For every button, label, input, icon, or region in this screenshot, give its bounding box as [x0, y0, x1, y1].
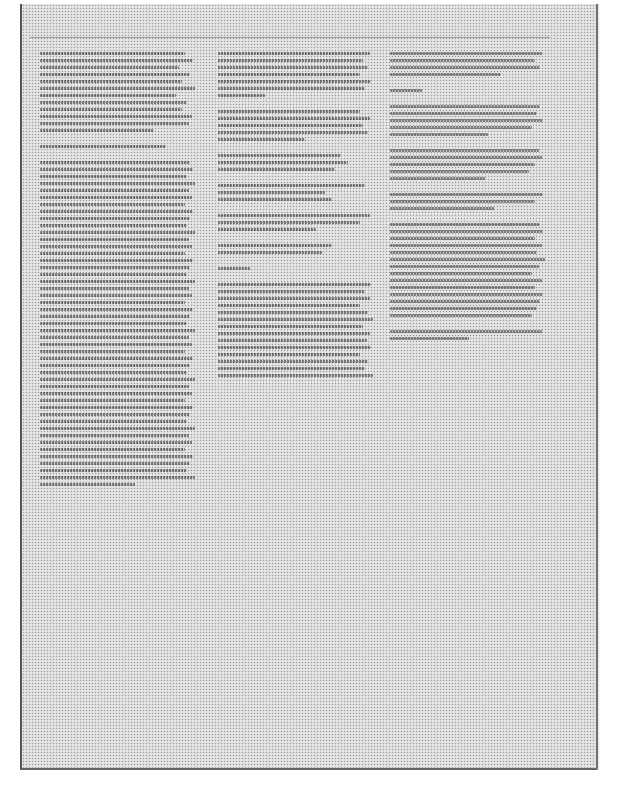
illegible-text-line	[390, 237, 535, 240]
illegible-text-line	[40, 182, 195, 185]
illegible-text-line	[218, 94, 265, 97]
illegible-text-line	[40, 420, 187, 423]
paragraph-gap	[390, 80, 548, 89]
illegible-text-line	[218, 117, 370, 120]
illegible-text-line	[218, 244, 332, 247]
illegible-text-line	[218, 360, 368, 363]
illegible-text-line	[40, 378, 195, 381]
illegible-text-line	[218, 283, 371, 286]
illegible-text-line	[40, 399, 185, 402]
running-head	[30, 23, 550, 35]
illegible-text-line	[40, 161, 190, 164]
illegible-text-line	[40, 455, 193, 458]
illegible-text-line	[40, 129, 154, 132]
illegible-text-line	[40, 357, 193, 360]
illegible-text-line	[390, 52, 542, 55]
illegible-text-line	[390, 66, 540, 69]
illegible-text-line	[390, 200, 535, 203]
illegible-text-line	[40, 122, 189, 125]
illegible-text-line	[218, 138, 305, 141]
illegible-text-line	[40, 448, 185, 451]
illegible-text-line	[218, 251, 322, 254]
illegible-text-line	[390, 59, 535, 62]
illegible-text-line	[40, 80, 182, 83]
paragraph-gap	[390, 140, 548, 149]
illegible-text-line	[390, 265, 539, 268]
illegible-text-line	[40, 87, 195, 90]
illegible-text-line	[218, 161, 348, 164]
illegible-text-line	[218, 367, 365, 370]
illegible-text-line	[40, 217, 190, 220]
illegible-text-line	[218, 290, 365, 293]
illegible-text-line	[40, 336, 189, 339]
illegible-text-line	[40, 301, 185, 304]
illegible-text-line	[40, 392, 192, 395]
illegible-text-line	[40, 287, 189, 290]
illegible-text-line	[390, 330, 542, 333]
illegible-text-line	[218, 131, 368, 134]
illegible-text-line	[40, 196, 192, 199]
illegible-text-line	[218, 374, 373, 377]
illegible-text-line	[390, 272, 532, 275]
illegible-text-line	[390, 314, 532, 317]
text-column-2	[218, 52, 376, 381]
illegible-text-line	[40, 364, 190, 367]
illegible-text-line	[390, 244, 542, 247]
illegible-text-line	[40, 343, 192, 346]
illegible-text-line	[390, 207, 494, 210]
illegible-text-line	[40, 189, 189, 192]
header-rule	[30, 37, 550, 38]
illegible-text-line	[40, 210, 193, 213]
illegible-text-line	[218, 297, 370, 300]
illegible-text-line	[40, 115, 192, 118]
illegible-text-line	[218, 154, 341, 157]
illegible-text-line	[218, 311, 368, 314]
illegible-text-line	[390, 126, 532, 129]
illegible-text-line	[390, 293, 543, 296]
illegible-text-line	[218, 339, 367, 342]
illegible-text-line	[218, 110, 360, 113]
illegible-text-line	[40, 476, 195, 479]
illegible-text-line	[40, 322, 187, 325]
illegible-text-line	[218, 353, 360, 356]
illegible-text-line	[40, 315, 190, 318]
illegible-text-line	[218, 184, 365, 187]
illegible-text-line	[390, 163, 535, 166]
illegible-text-line	[40, 308, 193, 311]
illegible-text-line	[40, 108, 182, 111]
paragraph-gap	[218, 274, 376, 283]
illegible-text-line	[40, 231, 195, 234]
paragraph-gap	[218, 258, 376, 267]
illegible-text-line	[218, 80, 371, 83]
illegible-text-line	[40, 252, 185, 255]
illegible-text-line	[40, 266, 190, 269]
illegible-text-line	[390, 89, 422, 92]
illegible-text-line	[390, 119, 543, 122]
illegible-text-line	[40, 66, 179, 69]
illegible-text-line	[218, 228, 316, 231]
paragraph-gap	[390, 321, 548, 330]
illegible-text-line	[218, 267, 250, 270]
illegible-text-line	[218, 318, 373, 321]
illegible-text-line	[390, 170, 529, 173]
illegible-text-line	[218, 73, 360, 76]
paragraph-gap	[40, 152, 198, 161]
illegible-text-line	[218, 52, 370, 55]
illegible-text-line	[390, 149, 539, 152]
paragraph-gap	[218, 145, 376, 154]
illegible-text-line	[218, 191, 325, 194]
illegible-text-line	[390, 251, 537, 254]
paragraph-gap	[218, 101, 376, 110]
illegible-text-line	[40, 52, 185, 55]
illegible-text-line	[40, 73, 190, 76]
page-edge-shadow	[596, 4, 600, 768]
illegible-text-line	[40, 224, 187, 227]
illegible-text-line	[40, 168, 193, 171]
illegible-text-line	[390, 193, 543, 196]
illegible-text-line	[218, 325, 363, 328]
illegible-text-line	[40, 371, 187, 374]
illegible-text-line	[40, 385, 189, 388]
paragraph-gap	[218, 235, 376, 244]
illegible-text-line	[40, 434, 189, 437]
illegible-text-line	[390, 230, 543, 233]
illegible-text-line	[40, 294, 192, 297]
illegible-text-line	[40, 175, 187, 178]
illegible-text-line	[40, 145, 166, 148]
illegible-text-line	[218, 346, 371, 349]
illegible-text-line	[40, 329, 195, 332]
illegible-text-line	[40, 101, 187, 104]
illegible-text-line	[390, 156, 542, 159]
illegible-text-line	[40, 483, 135, 486]
illegible-text-line	[40, 441, 192, 444]
illegible-text-line	[40, 203, 185, 206]
paragraph-gap	[40, 136, 198, 145]
illegible-text-line	[40, 245, 192, 248]
illegible-text-line	[390, 307, 537, 310]
illegible-text-line	[218, 214, 370, 217]
illegible-text-line	[390, 223, 540, 226]
illegible-text-line	[218, 66, 368, 69]
illegible-text-line	[40, 259, 193, 262]
illegible-text-line	[40, 94, 176, 97]
illegible-text-line	[40, 427, 195, 430]
illegible-text-line	[40, 280, 195, 283]
illegible-text-line	[218, 87, 365, 90]
paragraph-gap	[390, 214, 548, 223]
illegible-text-line	[390, 337, 469, 340]
illegible-text-line	[390, 105, 540, 108]
illegible-text-line	[218, 198, 332, 201]
illegible-text-line	[218, 332, 370, 335]
illegible-text-line	[40, 462, 190, 465]
illegible-text-line	[218, 124, 363, 127]
paragraph-gap	[218, 175, 376, 184]
text-column-1	[40, 52, 198, 490]
illegible-text-line	[40, 413, 190, 416]
illegible-text-line	[218, 221, 360, 224]
illegible-text-line	[390, 258, 545, 261]
paragraph-gap	[218, 205, 376, 214]
illegible-text-line	[218, 304, 360, 307]
illegible-text-line	[40, 59, 193, 62]
illegible-text-line	[390, 73, 501, 76]
illegible-text-line	[40, 273, 187, 276]
illegible-text-line	[40, 350, 185, 353]
illegible-text-line	[40, 469, 187, 472]
illegible-text-line	[218, 168, 335, 171]
illegible-text-line	[390, 133, 488, 136]
illegible-text-line	[390, 112, 537, 115]
paragraph-gap	[390, 96, 548, 105]
illegible-text-line	[390, 286, 535, 289]
paragraph-gap	[390, 184, 548, 193]
illegible-text-line	[390, 279, 542, 282]
illegible-text-line	[390, 300, 540, 303]
illegible-text-line	[40, 238, 189, 241]
illegible-text-line	[390, 177, 485, 180]
illegible-text-line	[218, 59, 363, 62]
text-column-3	[390, 52, 548, 344]
illegible-text-line	[40, 406, 193, 409]
